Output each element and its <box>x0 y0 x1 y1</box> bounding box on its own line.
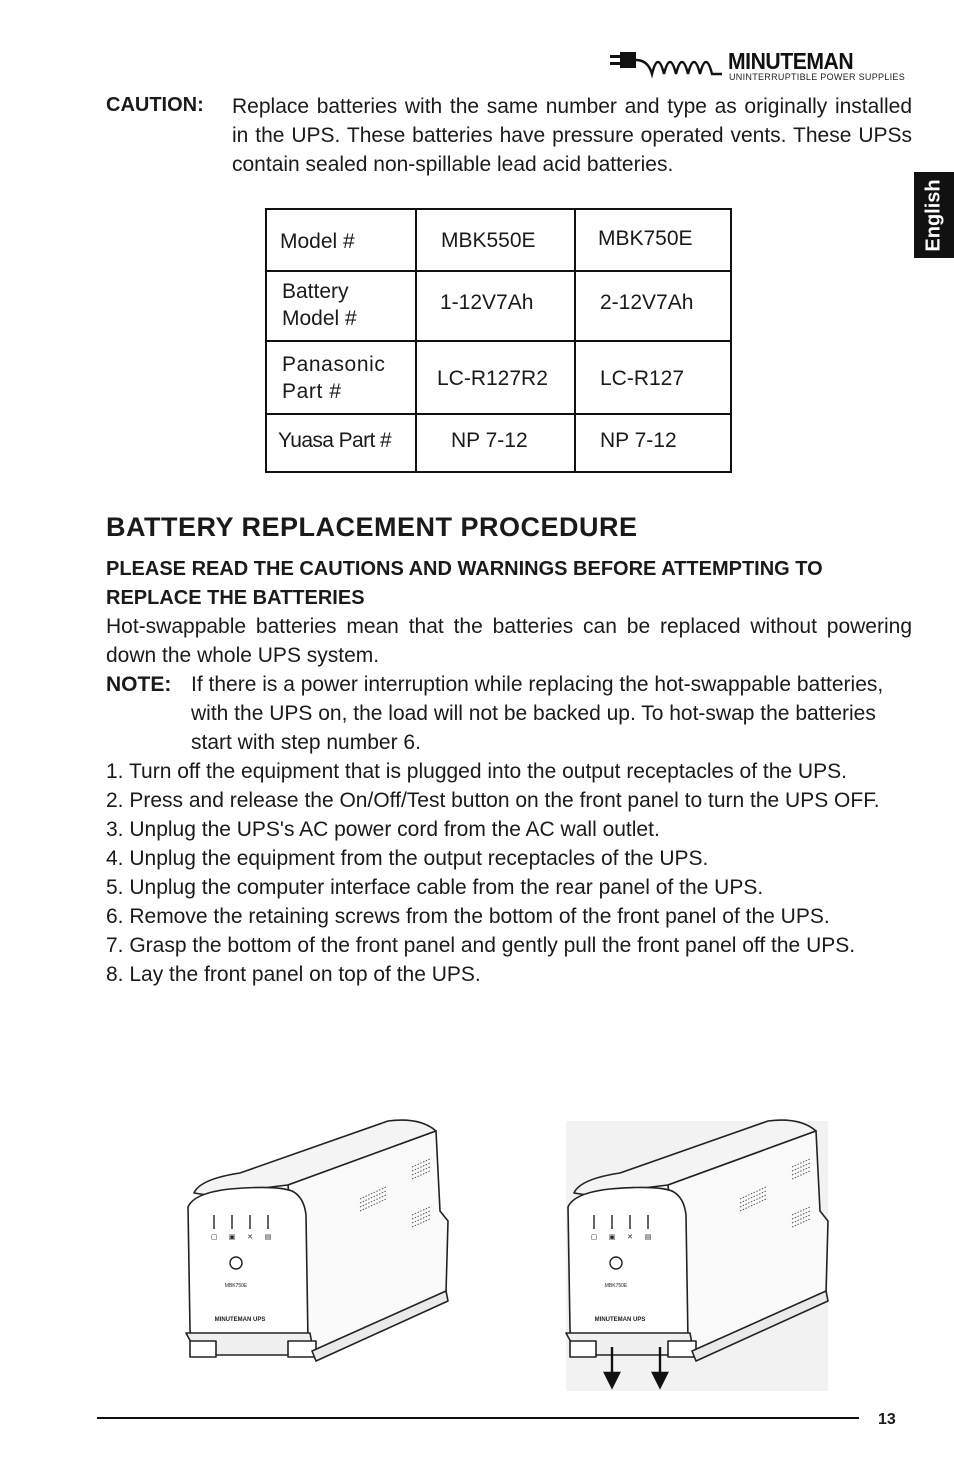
plug-wave-icon <box>606 44 728 84</box>
caution-text: Replace batteries with the same number and type as originally installed in the UPS. These batteries have pressure operated vents. These UPSs contain sealed non-spillable lead acid batteries. <box>232 95 912 176</box>
step-item: 6. Remove the retaining screws from the bottom of the front panel of the UPS. <box>106 905 830 928</box>
table-header-cell: MBK550E <box>441 229 536 252</box>
footer-rule <box>97 1417 859 1419</box>
ups-illustration-front-panel-removal <box>560 1115 835 1395</box>
step-item: 5. Unplug the computer interface cable from the rear panel of the UPS. <box>106 876 764 899</box>
table-header-cell: MBK750E <box>598 227 693 250</box>
table-cell: LC-R127 <box>600 367 685 390</box>
step-item: 2. Press and release the On/Off/Test button on the front panel to turn the UPS OFF. <box>106 789 880 812</box>
svg-text:▤: ▤ <box>264 1234 272 1241</box>
table-row-label: Panasonic Part # <box>282 353 386 403</box>
language-tab-label: English <box>922 178 945 252</box>
logo-tagline: UNINTERRUPTIBLE POWER SUPPLIES <box>729 72 906 82</box>
svg-text:▤: ▤ <box>644 1234 652 1241</box>
intro-paragraph: Hot-swappable batteries mean that the batteries can be replaced without powering down the whole UPS system. <box>106 615 912 667</box>
table-divider <box>267 340 730 342</box>
note-label: NOTE: <box>106 673 172 696</box>
step-item: 1. Turn off the equipment that is plugged into the output receptacles of the UPS. <box>106 760 847 783</box>
table-row-label: Battery Model # <box>282 280 357 330</box>
svg-text:▣: ▣ <box>608 1234 616 1241</box>
table-cell: NP 7-12 <box>451 429 528 452</box>
step-item: 7. Grasp the bottom of the front panel and gently pull the front panel off the UPS. <box>106 934 856 957</box>
table-header-cell: Model # <box>280 230 355 253</box>
svg-text:✕: ✕ <box>627 1234 633 1241</box>
note-text: If there is a power interruption while replacing the hot-swappable batteries, with the UPS on, the load will not be backed up. To hot-swap the batteries start with step number 6. <box>191 673 884 754</box>
table-cell: LC-R127R2 <box>437 367 548 390</box>
table-cell: 1-12V7Ah <box>440 291 534 314</box>
ups-drawing <box>560 1115 835 1395</box>
minuteman-logo <box>606 44 906 90</box>
step-item: 3. Unplug the UPS's AC power cord from the AC wall outlet. <box>106 818 660 841</box>
ups-panel-brand: MINUTEMAN UPS <box>214 1317 266 1323</box>
table-divider <box>267 270 730 272</box>
battery-table <box>265 208 732 473</box>
table-cell: 2-12V7Ah <box>600 291 694 314</box>
step-item: 8. Lay the front panel on top of the UPS. <box>106 963 481 986</box>
ups-model-label: MBK750E <box>604 1283 628 1289</box>
svg-text:✕: ✕ <box>247 1234 253 1241</box>
steps-list <box>106 757 916 989</box>
caution-label: CAUTION: <box>106 94 204 116</box>
page-number: 13 <box>878 1411 896 1428</box>
table-row-label: Yuasa Part # <box>278 429 392 452</box>
ups-model-label: MBK750E <box>224 1283 248 1289</box>
svg-text:▢: ▢ <box>590 1234 598 1241</box>
logo-brand: MINUTEMAN <box>728 48 854 74</box>
table-divider <box>267 413 730 415</box>
step-item: 4. Unplug the equipment from the output receptacles of the UPS. <box>106 847 709 870</box>
table-cell: NP 7-12 <box>600 429 677 452</box>
svg-text:▣: ▣ <box>228 1234 236 1241</box>
section-title: BATTERY REPLACEMENT PROCEDURE <box>106 512 638 542</box>
warning-heading: PLEASE READ THE CAUTIONS AND WARNINGS BEFORE ATTEMPTING TO REPLACE THE BATTERIES <box>106 558 823 609</box>
ups-drawing <box>180 1115 455 1365</box>
ups-illustration-front-panel-on <box>180 1115 455 1365</box>
ups-panel-brand: MINUTEMAN UPS <box>594 1317 646 1323</box>
svg-text:▢: ▢ <box>210 1234 218 1241</box>
language-tab <box>914 172 954 258</box>
